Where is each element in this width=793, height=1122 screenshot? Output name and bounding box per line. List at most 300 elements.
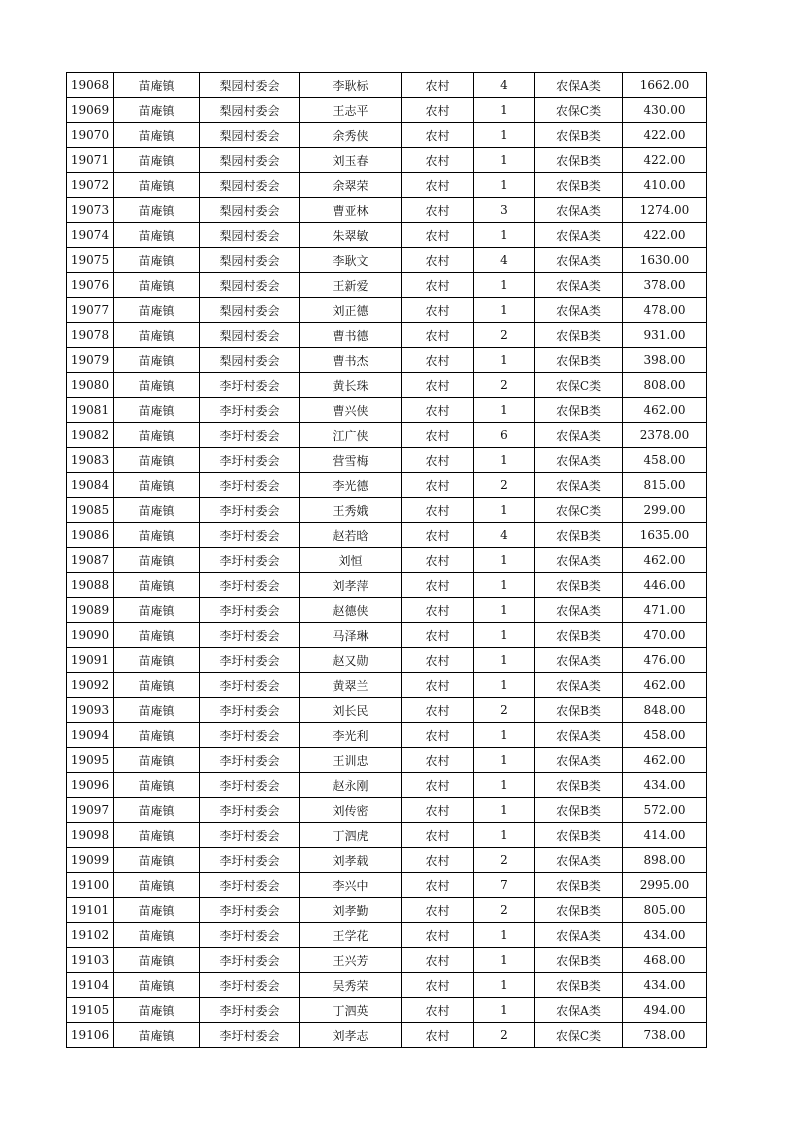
village-cell: 李圩村委会 [200,798,300,823]
name-cell: 王秀娥 [300,498,402,523]
record-id-cell: 19099 [67,848,114,873]
record-id-cell: 19074 [67,223,114,248]
household-type-cell: 农村 [402,1023,474,1048]
household-type-cell: 农村 [402,848,474,873]
name-cell: 赵德侠 [300,598,402,623]
name-cell: 李兴中 [300,873,402,898]
category-cell: 农保A类 [535,448,623,473]
table-row [67,873,707,898]
household-type-cell: 农村 [402,923,474,948]
name-cell: 王志平 [300,98,402,123]
table-row [67,198,707,223]
town-cell: 苗庵镇 [114,248,200,273]
record-id-cell: 19070 [67,123,114,148]
household-type-cell: 农村 [402,73,474,98]
category-cell: 农保A类 [535,748,623,773]
table-row [67,273,707,298]
town-cell: 苗庵镇 [114,148,200,173]
document-page [66,72,707,1048]
name-cell: 朱翠敏 [300,223,402,248]
amount-cell: 434.00 [623,773,707,798]
category-cell: 农保C类 [535,498,623,523]
town-cell: 苗庵镇 [114,923,200,948]
town-cell: 苗庵镇 [114,748,200,773]
village-cell: 梨园村委会 [200,298,300,323]
village-cell: 李圩村委会 [200,523,300,548]
town-cell: 苗庵镇 [114,373,200,398]
record-id-cell: 19075 [67,248,114,273]
name-cell: 刘正德 [300,298,402,323]
village-cell: 李圩村委会 [200,898,300,923]
village-cell: 李圩村委会 [200,773,300,798]
household-type-cell: 农村 [402,648,474,673]
household-type-cell: 农村 [402,373,474,398]
table-row [67,973,707,998]
household-type-cell: 农村 [402,573,474,598]
table-row [67,173,707,198]
persons-cell: 1 [474,148,535,173]
record-id-cell: 19089 [67,598,114,623]
table-row [67,898,707,923]
town-cell: 苗庵镇 [114,998,200,1023]
persons-cell: 2 [474,848,535,873]
household-type-cell: 农村 [402,273,474,298]
record-id-cell: 19076 [67,273,114,298]
village-cell: 李圩村委会 [200,548,300,573]
town-cell: 苗庵镇 [114,648,200,673]
village-cell: 梨园村委会 [200,148,300,173]
name-cell: 刘孝志 [300,1023,402,1048]
village-cell: 梨园村委会 [200,348,300,373]
table-row [67,298,707,323]
amount-cell: 430.00 [623,98,707,123]
category-cell: 农保A类 [535,848,623,873]
household-type-cell: 农村 [402,998,474,1023]
village-cell: 李圩村委会 [200,1023,300,1048]
village-cell: 李圩村委会 [200,423,300,448]
category-cell: 农保A类 [535,298,623,323]
persons-cell: 1 [474,623,535,648]
persons-cell: 2 [474,323,535,348]
category-cell: 农保B类 [535,123,623,148]
table-row [67,598,707,623]
town-cell: 苗庵镇 [114,823,200,848]
amount-cell: 898.00 [623,848,707,873]
household-type-cell: 农村 [402,548,474,573]
amount-cell: 808.00 [623,373,707,398]
village-cell: 李圩村委会 [200,873,300,898]
village-cell: 李圩村委会 [200,373,300,398]
persons-cell: 6 [474,423,535,448]
amount-cell: 1274.00 [623,198,707,223]
amount-cell: 470.00 [623,623,707,648]
record-id-cell: 19092 [67,673,114,698]
amount-cell: 410.00 [623,173,707,198]
persons-cell: 1 [474,998,535,1023]
town-cell: 苗庵镇 [114,898,200,923]
town-cell: 苗庵镇 [114,223,200,248]
amount-cell: 2378.00 [623,423,707,448]
persons-cell: 2 [474,898,535,923]
record-id-cell: 19073 [67,198,114,223]
town-cell: 苗庵镇 [114,298,200,323]
persons-cell: 1 [474,973,535,998]
name-cell: 曹亚林 [300,198,402,223]
name-cell: 黄长珠 [300,373,402,398]
town-cell: 苗庵镇 [114,598,200,623]
category-cell: 农保B类 [535,773,623,798]
household-type-cell: 农村 [402,123,474,148]
name-cell: 曹书德 [300,323,402,348]
village-cell: 李圩村委会 [200,623,300,648]
amount-cell: 446.00 [623,573,707,598]
category-cell: 农保A类 [535,998,623,1023]
village-cell: 李圩村委会 [200,448,300,473]
table-row [67,948,707,973]
household-type-cell: 农村 [402,773,474,798]
record-id-cell: 19094 [67,723,114,748]
table-row [67,773,707,798]
town-cell: 苗庵镇 [114,948,200,973]
category-cell: 农保A类 [535,248,623,273]
record-id-cell: 19069 [67,98,114,123]
household-type-cell: 农村 [402,223,474,248]
name-cell: 李耿标 [300,73,402,98]
table-row [67,673,707,698]
village-cell: 李圩村委会 [200,998,300,1023]
household-type-cell: 农村 [402,748,474,773]
name-cell: 丁泗英 [300,998,402,1023]
household-type-cell: 农村 [402,898,474,923]
record-id-cell: 19098 [67,823,114,848]
table-row [67,498,707,523]
table-row [67,1023,707,1048]
village-cell: 李圩村委会 [200,723,300,748]
town-cell: 苗庵镇 [114,398,200,423]
amount-cell: 494.00 [623,998,707,1023]
table-row [67,373,707,398]
table-row [67,123,707,148]
table-row [67,998,707,1023]
category-cell: 农保B类 [535,148,623,173]
household-type-cell: 农村 [402,298,474,323]
village-cell: 李圩村委会 [200,573,300,598]
household-type-cell: 农村 [402,673,474,698]
record-id-cell: 19082 [67,423,114,448]
table-row [67,398,707,423]
persons-cell: 4 [474,523,535,548]
amount-cell: 468.00 [623,948,707,973]
town-cell: 苗庵镇 [114,348,200,373]
persons-cell: 1 [474,948,535,973]
table-row [67,473,707,498]
town-cell: 苗庵镇 [114,773,200,798]
category-cell: 农保A类 [535,198,623,223]
household-type-cell: 农村 [402,148,474,173]
town-cell: 苗庵镇 [114,673,200,698]
name-cell: 刘长民 [300,698,402,723]
town-cell: 苗庵镇 [114,848,200,873]
name-cell: 马泽琳 [300,623,402,648]
record-id-cell: 19100 [67,873,114,898]
town-cell: 苗庵镇 [114,523,200,548]
town-cell: 苗庵镇 [114,173,200,198]
household-type-cell: 农村 [402,98,474,123]
amount-cell: 478.00 [623,298,707,323]
persons-cell: 1 [474,598,535,623]
name-cell: 曹书杰 [300,348,402,373]
name-cell: 营雪梅 [300,448,402,473]
household-type-cell: 农村 [402,798,474,823]
category-cell: 农保B类 [535,823,623,848]
persons-cell: 1 [474,648,535,673]
household-type-cell: 农村 [402,723,474,748]
record-id-cell: 19095 [67,748,114,773]
village-cell: 李圩村委会 [200,923,300,948]
name-cell: 王学花 [300,923,402,948]
record-id-cell: 19072 [67,173,114,198]
persons-cell: 3 [474,198,535,223]
table-row [67,723,707,748]
table-row [67,648,707,673]
amount-cell: 462.00 [623,548,707,573]
persons-cell: 1 [474,673,535,698]
name-cell: 刘玉春 [300,148,402,173]
village-cell: 李圩村委会 [200,498,300,523]
record-id-cell: 19102 [67,923,114,948]
amount-cell: 434.00 [623,973,707,998]
amount-cell: 422.00 [623,223,707,248]
amount-cell: 471.00 [623,598,707,623]
household-type-cell: 农村 [402,398,474,423]
village-cell: 李圩村委会 [200,598,300,623]
category-cell: 农保A类 [535,648,623,673]
persons-cell: 1 [474,448,535,473]
amount-cell: 815.00 [623,473,707,498]
village-cell: 李圩村委会 [200,948,300,973]
village-cell: 梨园村委会 [200,98,300,123]
town-cell: 苗庵镇 [114,273,200,298]
village-cell: 梨园村委会 [200,323,300,348]
amount-cell: 1635.00 [623,523,707,548]
household-type-cell: 农村 [402,598,474,623]
town-cell: 苗庵镇 [114,323,200,348]
name-cell: 王训忠 [300,748,402,773]
amount-cell: 2995.00 [623,873,707,898]
amount-cell: 458.00 [623,723,707,748]
table-row [67,798,707,823]
record-id-cell: 19091 [67,648,114,673]
persons-cell: 2 [474,373,535,398]
name-cell: 李光德 [300,473,402,498]
name-cell: 赵永刚 [300,773,402,798]
household-type-cell: 农村 [402,173,474,198]
record-id-cell: 19084 [67,473,114,498]
name-cell: 黄翠兰 [300,673,402,698]
household-type-cell: 农村 [402,523,474,548]
town-cell: 苗庵镇 [114,198,200,223]
household-type-cell: 农村 [402,198,474,223]
town-cell: 苗庵镇 [114,973,200,998]
household-type-cell: 农村 [402,948,474,973]
persons-cell: 7 [474,873,535,898]
table-row [67,523,707,548]
table-row [67,548,707,573]
household-type-cell: 农村 [402,323,474,348]
category-cell: 农保B类 [535,898,623,923]
amount-cell: 458.00 [623,448,707,473]
household-type-cell: 农村 [402,348,474,373]
record-id-cell: 19088 [67,573,114,598]
amount-cell: 1662.00 [623,73,707,98]
category-cell: 农保A类 [535,723,623,748]
name-cell: 丁泗虎 [300,823,402,848]
amount-cell: 414.00 [623,823,707,848]
amount-cell: 398.00 [623,348,707,373]
record-id-cell: 19078 [67,323,114,348]
table-row [67,348,707,373]
town-cell: 苗庵镇 [114,873,200,898]
name-cell: 余秀侠 [300,123,402,148]
name-cell: 余翠荣 [300,173,402,198]
table-row [67,923,707,948]
household-type-cell: 农村 [402,973,474,998]
amount-cell: 462.00 [623,673,707,698]
persons-cell: 1 [474,748,535,773]
category-cell: 农保A类 [535,423,623,448]
village-cell: 李圩村委会 [200,648,300,673]
village-cell: 李圩村委会 [200,473,300,498]
table-row [67,573,707,598]
household-type-cell: 农村 [402,623,474,648]
table-row [67,423,707,448]
amount-cell: 572.00 [623,798,707,823]
amount-cell: 738.00 [623,1023,707,1048]
village-cell: 李圩村委会 [200,748,300,773]
persons-cell: 1 [474,798,535,823]
name-cell: 曹兴侠 [300,398,402,423]
town-cell: 苗庵镇 [114,723,200,748]
village-cell: 梨园村委会 [200,173,300,198]
table-body [67,73,707,1048]
household-type-cell: 农村 [402,248,474,273]
name-cell: 刘孝萍 [300,573,402,598]
persons-cell: 1 [474,573,535,598]
village-cell: 梨园村委会 [200,123,300,148]
record-id-cell: 19104 [67,973,114,998]
village-cell: 李圩村委会 [200,398,300,423]
town-cell: 苗庵镇 [114,73,200,98]
table-row [67,223,707,248]
name-cell: 李光利 [300,723,402,748]
record-id-cell: 19103 [67,948,114,973]
category-cell: 农保B类 [535,323,623,348]
table-row [67,623,707,648]
category-cell: 农保C类 [535,98,623,123]
amount-cell: 805.00 [623,898,707,923]
category-cell: 农保B类 [535,698,623,723]
persons-cell: 1 [474,173,535,198]
record-id-cell: 19093 [67,698,114,723]
persons-cell: 2 [474,1023,535,1048]
category-cell: 农保B类 [535,623,623,648]
name-cell: 刘恒 [300,548,402,573]
record-id-cell: 19079 [67,348,114,373]
village-cell: 李圩村委会 [200,823,300,848]
persons-cell: 1 [474,98,535,123]
category-cell: 农保A类 [535,923,623,948]
table-row [67,448,707,473]
household-type-cell: 农村 [402,423,474,448]
amount-cell: 848.00 [623,698,707,723]
village-cell: 梨园村委会 [200,223,300,248]
name-cell: 李耿文 [300,248,402,273]
persons-cell: 1 [474,823,535,848]
record-id-cell: 19081 [67,398,114,423]
name-cell: 王新爱 [300,273,402,298]
persons-cell: 4 [474,73,535,98]
table-row [67,748,707,773]
table-row [67,848,707,873]
table-row [67,823,707,848]
persons-cell: 1 [474,123,535,148]
table-row [67,698,707,723]
category-cell: 农保B类 [535,398,623,423]
village-cell: 李圩村委会 [200,848,300,873]
record-id-cell: 19086 [67,523,114,548]
category-cell: 农保B类 [535,873,623,898]
persons-cell: 1 [474,298,535,323]
category-cell: 农保A类 [535,673,623,698]
record-id-cell: 19068 [67,73,114,98]
town-cell: 苗庵镇 [114,423,200,448]
town-cell: 苗庵镇 [114,98,200,123]
persons-cell: 1 [474,773,535,798]
household-type-cell: 农村 [402,823,474,848]
record-id-cell: 19097 [67,798,114,823]
record-id-cell: 19083 [67,448,114,473]
amount-cell: 422.00 [623,123,707,148]
category-cell: 农保A类 [535,473,623,498]
record-id-cell: 19080 [67,373,114,398]
table-row [67,323,707,348]
village-cell: 梨园村委会 [200,248,300,273]
town-cell: 苗庵镇 [114,623,200,648]
persons-cell: 2 [474,473,535,498]
town-cell: 苗庵镇 [114,798,200,823]
category-cell: 农保B类 [535,973,623,998]
village-cell: 梨园村委会 [200,73,300,98]
amount-cell: 1630.00 [623,248,707,273]
table-row [67,148,707,173]
record-id-cell: 19077 [67,298,114,323]
persons-cell: 1 [474,273,535,298]
village-cell: 梨园村委会 [200,198,300,223]
town-cell: 苗庵镇 [114,548,200,573]
town-cell: 苗庵镇 [114,698,200,723]
category-cell: 农保B类 [535,523,623,548]
category-cell: 农保B类 [535,948,623,973]
town-cell: 苗庵镇 [114,473,200,498]
record-id-cell: 19085 [67,498,114,523]
category-cell: 农保B类 [535,173,623,198]
record-id-cell: 19106 [67,1023,114,1048]
record-id-cell: 19090 [67,623,114,648]
name-cell: 王兴芳 [300,948,402,973]
amount-cell: 422.00 [623,148,707,173]
town-cell: 苗庵镇 [114,1023,200,1048]
amount-cell: 931.00 [623,323,707,348]
